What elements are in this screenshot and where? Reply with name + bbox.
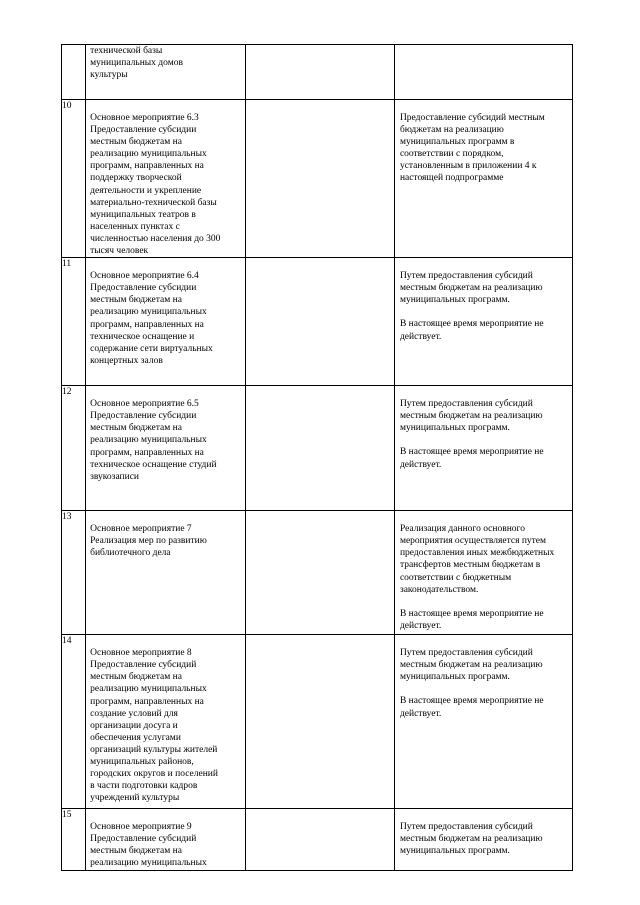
cell-top-spacing — [86, 511, 245, 523]
cell-top-spacing — [86, 809, 245, 821]
table-body — [62, 45, 573, 871]
empty-cell — [246, 635, 395, 809]
cell-top-spacing — [395, 258, 572, 270]
implementation-mechanism-cell — [394, 100, 572, 258]
paragraph-gap — [400, 596, 570, 608]
mechanism-text — [395, 398, 572, 470]
empty-cell — [246, 100, 395, 258]
table-row — [62, 635, 573, 809]
mechanism-paragraph: Реализация данного основного мероприятия осуществляется путем предоставления иных межбюджетных трансфертов местным бюджетам в соответствии с бюджетным законодательством. — [399, 524, 555, 595]
mechanism-paragraph: В настоящее время мероприятие не действует. — [399, 696, 544, 719]
cell-top-spacing — [86, 100, 245, 112]
implementation-mechanism-cell — [394, 511, 572, 635]
measure-description-text: Основное мероприятие 9 Предоставление субсидий местным бюджетам на реализацию муниципальных — [90, 822, 207, 869]
table-row — [62, 45, 573, 100]
measure-description-cell — [86, 258, 246, 386]
mechanism-paragraph: В настоящее время мероприятие не действует. — [399, 608, 544, 631]
measure-description-text: технической базы муниципальных домов культуры — [90, 46, 183, 81]
measure-description-cell — [86, 511, 246, 635]
measure-description-cell — [86, 386, 246, 511]
measure-description-cell — [86, 45, 246, 100]
empty-cell — [246, 386, 395, 511]
measure-description-cell — [86, 635, 246, 809]
empty-cell — [246, 809, 395, 870]
implementation-mechanism-cell — [394, 809, 572, 870]
mechanism-paragraph: Путем предоставления субсидий местным бюджетам на реализацию муниципальных программ. — [399, 822, 543, 857]
mechanism-text — [395, 821, 572, 857]
cell-top-spacing — [395, 386, 572, 398]
cell-top-spacing — [395, 511, 572, 523]
mechanism-text — [395, 270, 572, 342]
implementation-mechanism-cell — [394, 386, 572, 511]
measures-table — [61, 44, 573, 871]
table-row — [62, 100, 573, 258]
paragraph-gap — [400, 306, 570, 318]
mechanism-paragraph: Путем предоставления субсидий местным бюджетам на реализацию муниципальных программ. — [399, 271, 543, 306]
row-number-cell: 13 — [62, 511, 86, 635]
mechanism-paragraph: В настоящее время мероприятие не действует. — [399, 319, 544, 342]
row-number-cell: 11 — [62, 258, 86, 386]
row-number-cell: 14 — [62, 635, 86, 809]
empty-cell — [246, 258, 395, 386]
row-number-cell: 15 — [62, 809, 86, 870]
implementation-mechanism-cell — [394, 45, 572, 100]
table-row — [62, 386, 573, 511]
measure-description-text: Основное мероприятие 7 Реализация мер по развитию библиотечного дела — [90, 524, 207, 559]
cell-top-spacing — [395, 809, 572, 821]
cell-top-spacing — [395, 635, 572, 647]
measure-description-text: Основное мероприятие 6.3 Предоставление субсидии местным бюджетам на реализацию муниципальных программ, направленных на поддержку творческой деятельности и укрепление материально-технической базы муниципальных театров в населенных пунктах с численностью населения до 300 тысяч человек — [90, 113, 221, 257]
measure-description-text: Основное мероприятие 6.5 Предоставление субсидии местным бюджетам на реализацию муниципальных программ, направленных на техническое оснащение студий звукозаписи — [90, 399, 217, 482]
mechanism-paragraph: Путем предоставления субсидий местным бюджетам на реализацию муниципальных программ. — [399, 399, 543, 434]
mechanism-paragraph: Путем предоставления субсидий местным бюджетам на реализацию муниципальных программ. — [399, 648, 543, 683]
implementation-mechanism-cell — [394, 258, 572, 386]
measure-description-text: Основное мероприятие 6.4 Предоставление субсидии местным бюджетам на реализацию муниципальных программ, направленных на техническое оснащение и содержание сети виртуальных концертных залов — [90, 271, 213, 366]
table-row — [62, 809, 573, 870]
measure-description-cell — [86, 100, 246, 258]
mechanism-paragraph: В настоящее время мероприятие не действует. — [399, 447, 544, 470]
cell-top-spacing — [395, 100, 572, 112]
measure-description-text: Основное мероприятие 8 Предоставление субсидий местным бюджетам на реализацию муниципальных программ, направленных на создание условий для организации досуга и обеспечения услугами организаций культуры жителей муниципальных районов, городских округов и поселений в части подготовки кадров учреждений культуры — [90, 648, 218, 804]
cell-top-spacing — [86, 258, 245, 270]
table-row — [62, 258, 573, 386]
mechanism-text — [395, 112, 572, 185]
row-number-cell — [62, 45, 86, 100]
mechanism-text — [395, 647, 572, 719]
mechanism-text — [395, 523, 572, 632]
paragraph-gap — [400, 434, 570, 446]
row-number-cell: 12 — [62, 386, 86, 511]
row-number-cell: 10 — [62, 100, 86, 258]
table-row — [62, 511, 573, 635]
cell-top-spacing — [86, 635, 245, 647]
implementation-mechanism-cell — [394, 635, 572, 809]
measure-description-cell — [86, 809, 246, 870]
mechanism-paragraph: Предоставление субсидий местным бюджетам на реализацию муниципальных программ в соответствии с порядком, установленным в приложении 4 к настоящей подпрограмме — [399, 113, 545, 184]
empty-cell — [246, 45, 395, 100]
empty-cell — [246, 511, 395, 635]
paragraph-gap — [400, 683, 570, 695]
cell-top-spacing — [86, 386, 245, 398]
